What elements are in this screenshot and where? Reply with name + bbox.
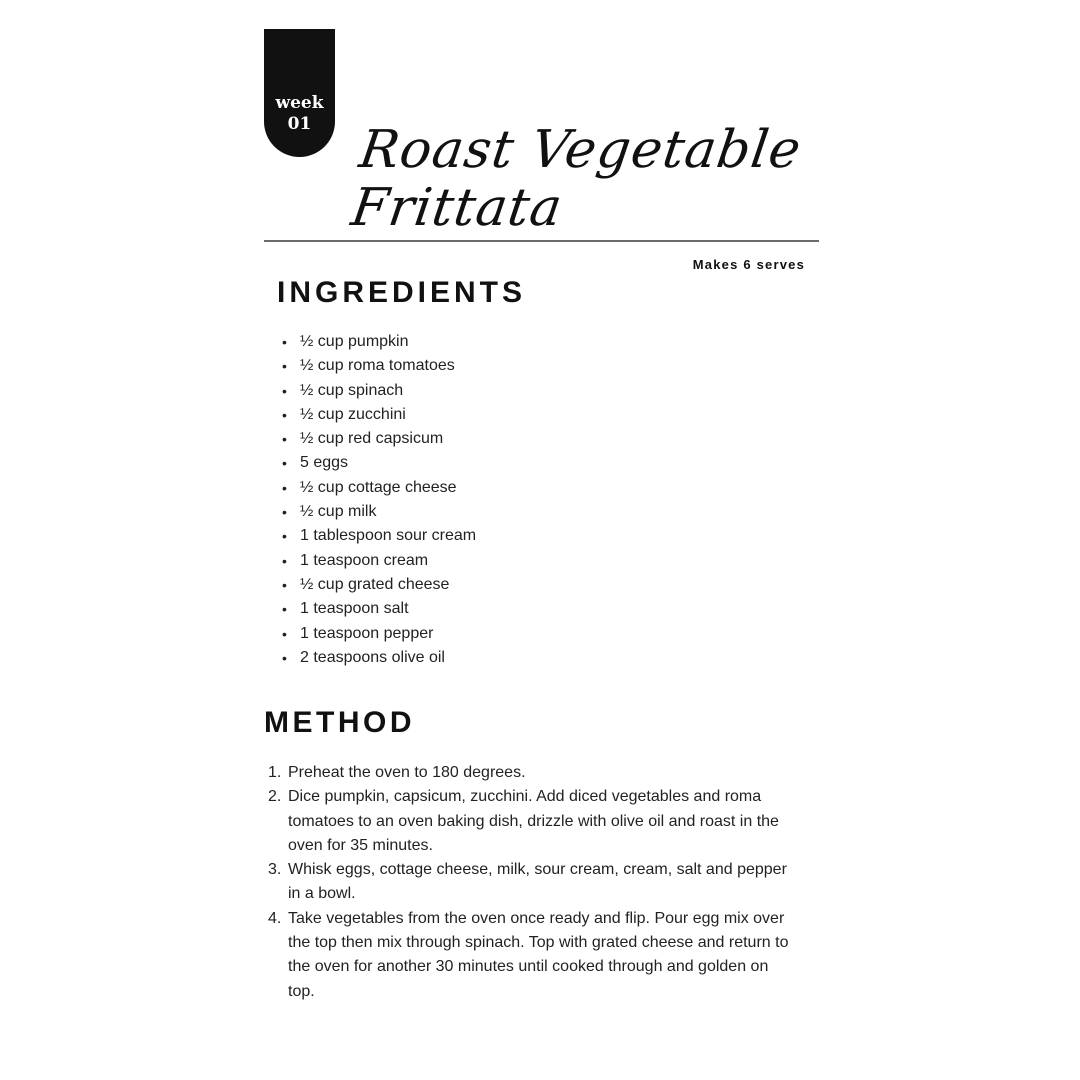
ingredient-item: • 2 teaspoons olive oil	[282, 646, 476, 670]
ingredient-item: • 1 teaspoon salt	[282, 597, 476, 621]
ingredient-item: • 5 eggs	[282, 451, 476, 475]
week-label: week	[275, 93, 324, 113]
step-text: Dice pumpkin, capsicum, zucchini. Add diced vegetables and roma tomatoes to an oven baking dish, drizzle with olive oil and roast in the oven for 35 minutes.	[288, 788, 779, 854]
step-number: 1.	[268, 764, 282, 781]
method-step	[268, 761, 798, 785]
recipe-title	[348, 121, 824, 237]
method-heading: METHOD	[264, 706, 415, 739]
ingredient-item: • ½ cup cottage cheese	[282, 476, 476, 500]
ingredient-item: • ½ cup red capsicum	[282, 427, 476, 451]
step-number: 2.	[268, 788, 282, 806]
ingredient-item: • ½ cup grated cheese	[282, 573, 476, 597]
header-divider	[264, 240, 819, 242]
method-steps	[268, 761, 798, 1004]
ingredient-item: • 1 teaspoon pepper	[282, 622, 476, 646]
ingredient-item: • 1 teaspoon cream	[282, 549, 476, 573]
step-text: Preheat the oven to 180 degrees.	[288, 764, 526, 781]
ingredient-item: • 1 tablespoon sour cream	[282, 524, 476, 548]
serves-label: Makes 6 serves	[692, 257, 805, 272]
ingredients-heading: INGREDIENTS	[277, 276, 527, 309]
ingredient-item: • ½ cup roma tomatoes	[282, 354, 476, 378]
ingredient-item: • ½ cup zucchini	[282, 403, 476, 427]
method-step	[268, 785, 798, 858]
ingredient-item: • ½ cup milk	[282, 500, 476, 524]
method-step	[268, 907, 798, 1004]
step-number: 3.	[268, 861, 282, 879]
ingredients-list	[282, 330, 476, 670]
recipe-title-line-2: Frittata	[347, 177, 567, 238]
ingredient-item: • ½ cup spinach	[282, 379, 476, 403]
recipe-title-line-1: Roast Vegetable	[355, 119, 806, 180]
step-number: 4.	[268, 909, 282, 927]
week-badge	[264, 29, 335, 157]
ingredient-item: • ½ cup pumpkin	[282, 330, 476, 354]
method-step	[268, 858, 798, 907]
week-number: 01	[287, 114, 312, 134]
step-text: Take vegetables from the oven once ready and flip. Pour egg mix over the top then mix through spinach. Top with grated cheese and return to the oven for another 30 minutes until cooked through and golden on top.	[288, 909, 789, 1000]
step-text: Whisk eggs, cottage cheese, milk, sour cream, cream, salt and pepper in a bowl.	[288, 861, 787, 903]
